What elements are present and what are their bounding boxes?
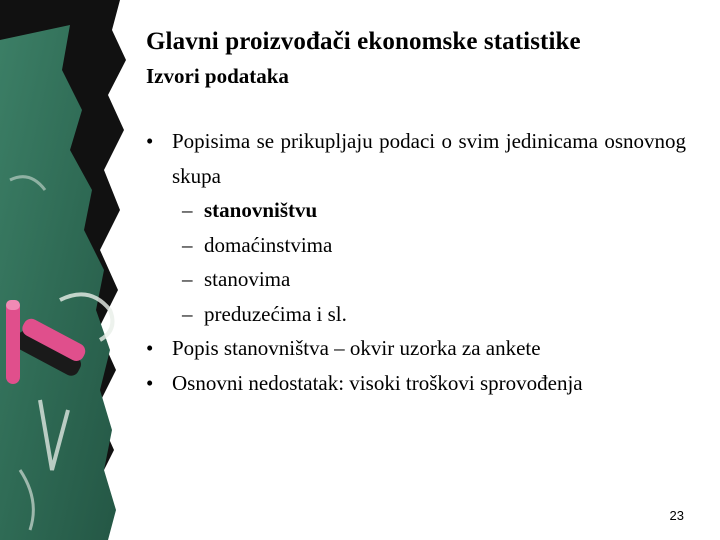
sub-item [146,228,686,263]
bullet-item [146,331,686,366]
sub-item-text: stanovništvu [204,198,318,222]
sub-item [146,262,686,297]
bullet-icon: • [146,129,154,153]
sub-item-text: domaćinstvima [204,232,333,257]
bullet-text: Popisima se prikupljaju podaci o svim jedinicama osnovnog skupa [172,129,686,188]
dash-icon: – [182,198,193,222]
chalkboard-decoration [0,0,140,540]
bullet-list [146,124,686,400]
sub-item [146,193,686,228]
slide-subtitle: Izvori podataka [146,64,289,88]
sub-item [146,297,686,332]
bullet-icon: • [146,336,154,360]
bullet-text: Osnovni nedostatak: visoki troškovi sprovođenja [172,370,583,395]
sub-item-text: stanovima [204,267,291,291]
bullet-icon: • [146,370,154,395]
page-number: 23 [669,508,684,523]
dash-icon: – [182,232,193,257]
slide-title: Glavni proizvođači ekonomske statistike [146,28,581,55]
dash-icon: – [182,301,193,326]
sub-item-text: preduzećima i sl. [204,301,347,326]
bullet-text: Popis stanovništva – okvir uzorka za ankete [172,336,541,360]
bullet-item [146,366,686,401]
bullet-item [146,124,686,193]
dash-icon: – [182,267,193,291]
